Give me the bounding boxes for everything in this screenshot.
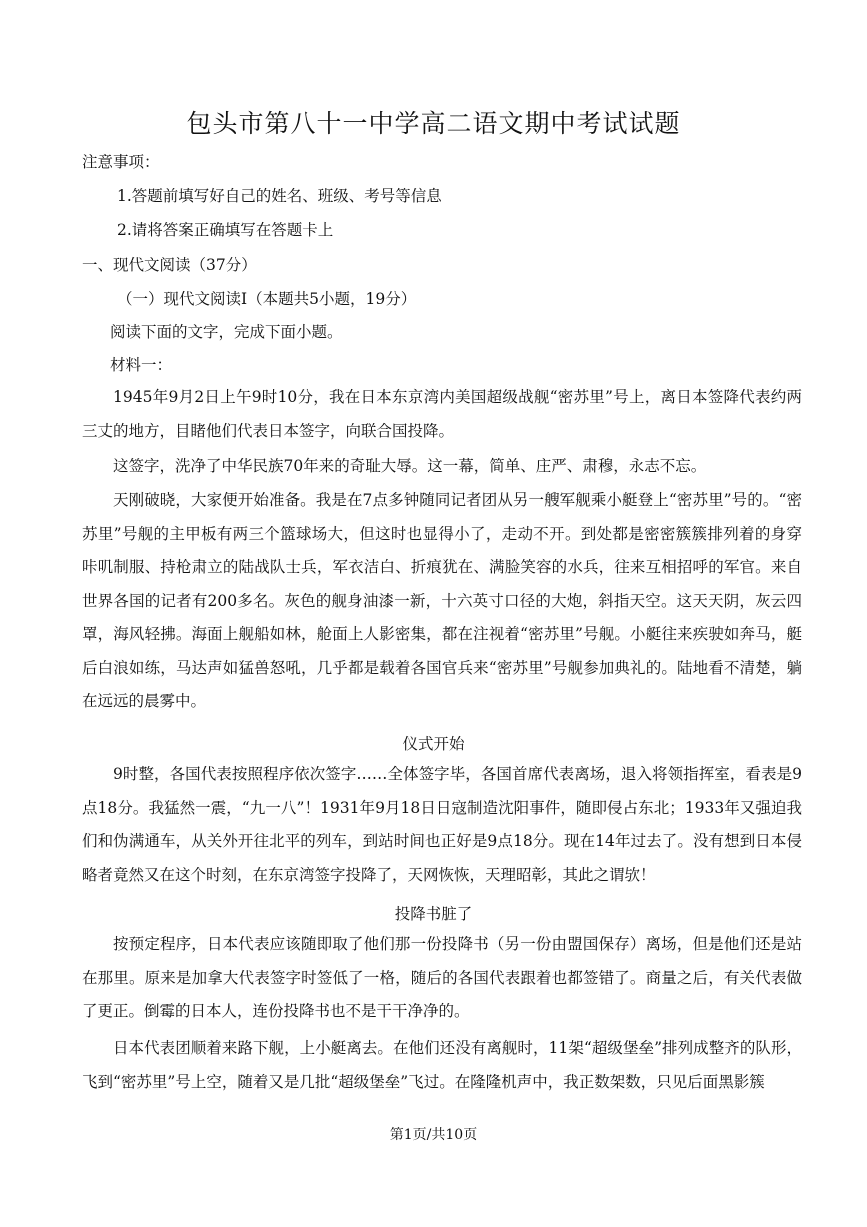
subheading-dirty: 投降书脏了 [394, 905, 473, 923]
paragraph-1: 1945年9月2日上午9时10分，我在日本东京湾内美国超级战舰“密苏里”号上，离日本签降代表约两三丈的地方，目睹他们代表日本签字，向联合国投降。 [82, 388, 802, 440]
subsection-heading: （一）现代文阅读Ⅰ（本题共5小题，19分） [117, 290, 417, 308]
subheading-ceremony: 仪式开始 [402, 735, 465, 753]
notice-heading: 注意事项： [82, 153, 160, 171]
section-heading: 一、现代文阅读（37分） [82, 256, 257, 274]
paragraph-4: 9时整，各国代表按照程序依次签字……全体签字毕，各国首席代表离场，退入将领指挥室，看表是9点18分。我猛然一震，“九一八”！1931年9月18日日寇制造沈阳事件，随即侵占东北；1933年又强迫我们和伪满通车，从关外开往北平的列车，到站时间也正好是9点18分。现在14年过去了。没有想到日本侵略者竟然又在这个时刻，在东京湾签字投降了，天网恢恢，天理昭彰，其此之谓欤！ [82, 765, 802, 884]
instruction-text: 阅读下面的文字，完成下面小题。 [110, 323, 343, 341]
page-footer: 第1页/共10页 [389, 1127, 478, 1143]
paragraph-3: 天刚破晓，大家便开始准备。我是在7点多钟随同记者团从另一艘军舰乘小艇登上“密苏里”号的。“密苏里”号舰的主甲板有两三个篮球场大，但这时也显得小了，走动不开。到处都是密密簇簇排列着的身穿咔叽制服、持枪肃立的陆战队士兵，军衣洁白、折痕犹在、满脸笑容的水兵，往来互相招呼的军官。来自世界各国的记者有200多名。灰色的舰身油漆一新，十六英寸口径的大炮，斜指天空。这天天阴，灰云四罩，海风轻拂。海面上舰船如林，舱面上人影密集，都在注视着“密苏里”号舰。小艇往来疾驶如奔马，艇后白浪如练，马达声如猛兽怒吼，几乎都是载着各国官兵来“密苏里”号舰参加典礼的。陆地看不清楚，躺在远远的晨雾中。 [82, 491, 802, 710]
notice-item-1: 1.答题前填写好自己的姓名、班级、考号等信息 [117, 187, 442, 205]
paragraph-5: 按预定程序，日本代表应该随即取了他们那一份投降书（另一份由盟国保存）离场，但是他们还是站在那里。原来是加拿大代表签字时签低了一格，随后的各国代表跟着也都签错了。商量之后，有关代表做了更正。倒霉的日本人，连份投降书也不是干干净净的。 [82, 935, 802, 1020]
notice-item-2: 2.请将答案正确填写在答题卡上 [117, 221, 334, 239]
paragraph-6: 日本代表团顺着来路下舰，上小艇离去。在他们还没有离舰时，11架“超级堡垒”排列成整齐的队形，飞到“密苏里”号上空，随着又是几批“超级堡垒”飞过。在隆隆机声中，我正数架数，只见后面黑影簇 [82, 1039, 802, 1091]
page-title: 包头市第八十一中学高二语文期中考试试题 [186, 109, 681, 138]
material-label: 材料一： [110, 356, 173, 374]
paragraph-2: 这签字，洗净了中华民族70年来的奇耻大辱。这一幕，简单、庄严、肃穆，永志不忘。 [113, 457, 707, 475]
